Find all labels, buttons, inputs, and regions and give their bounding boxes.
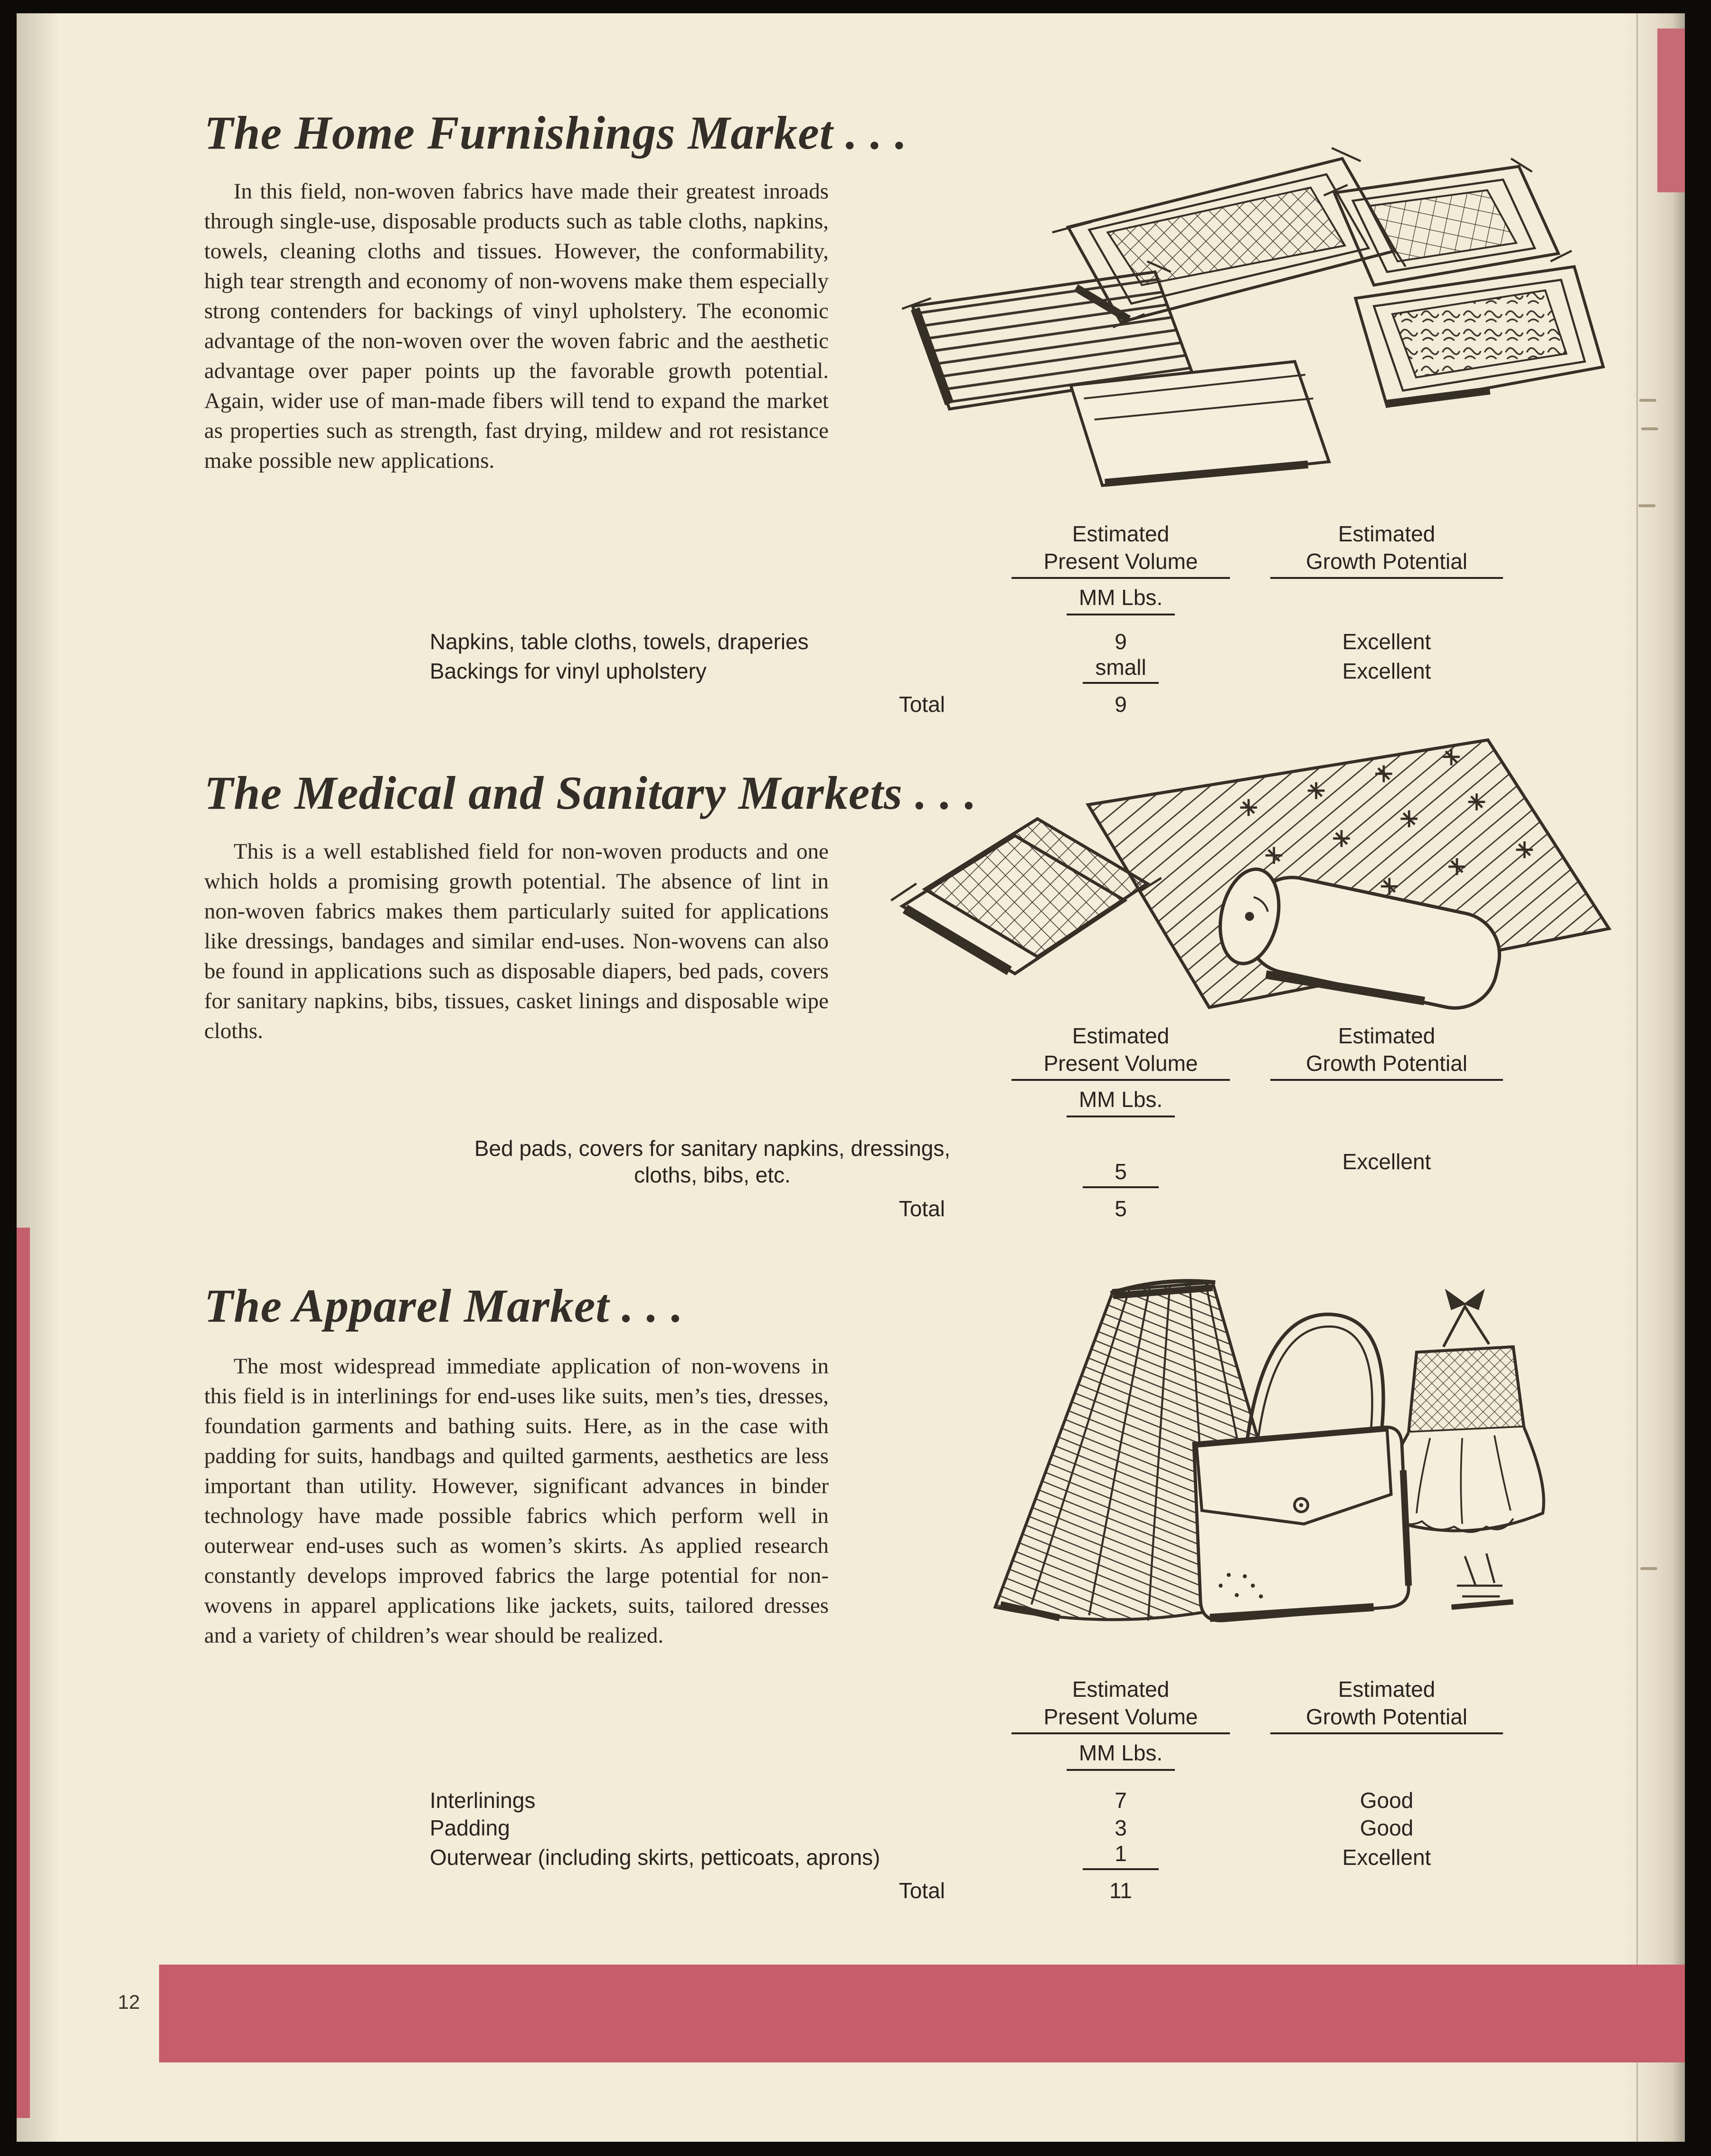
- row-volume: small: [1016, 654, 1225, 684]
- volume-column-header: [1011, 1675, 1230, 1771]
- total-volume: 9: [1115, 692, 1127, 717]
- table-linens-illustration: [869, 140, 1610, 522]
- header-growth-potential: Growth Potential: [1270, 548, 1503, 579]
- row-volume: 9: [1115, 629, 1127, 654]
- page-number: 12: [118, 1991, 140, 2013]
- row-label: Bed pads, covers for sanitary napkins, dressings, cloths, bibs, etc.: [474, 1136, 951, 1187]
- row-volume: 7: [1115, 1788, 1127, 1813]
- header-estimated: Estimated: [1338, 521, 1436, 546]
- binding-stitch-mark: [1638, 504, 1655, 507]
- section-title: The Home Furnishings Market . . .: [204, 106, 907, 159]
- binding-stitch-mark: [1640, 1567, 1657, 1570]
- section-title: The Medical and Sanitary Markets . . .: [204, 766, 977, 819]
- row-label: Backings for vinyl upholstery: [430, 659, 707, 683]
- gauze-and-roll-sketch: [891, 740, 1609, 1021]
- row-label: Napkins, table cloths, towels, draperies: [430, 629, 809, 654]
- page-edge-crease: [1636, 13, 1638, 2142]
- volume-column-header: [1011, 1022, 1230, 1117]
- header-mm-lbs: MM Lbs.: [1067, 584, 1175, 615]
- total-label: Total: [898, 1878, 945, 1903]
- section-title: The Apparel Market . . .: [204, 1279, 684, 1332]
- table-total-row: [408, 1194, 1558, 1221]
- table-row: [408, 627, 1558, 654]
- table-total-row: [408, 1876, 1558, 1903]
- binding-stitch-mark: [1639, 399, 1656, 402]
- header-mm-lbs: MM Lbs.: [1067, 1086, 1175, 1117]
- row-growth: Excellent: [1342, 1149, 1431, 1174]
- header-growth-potential: Growth Potential: [1270, 1703, 1503, 1734]
- header-estimated: Estimated: [1072, 1677, 1170, 1702]
- total-label: Total: [898, 1196, 945, 1221]
- skirt-handbag-dress-sketch: [995, 1281, 1544, 1621]
- binding-stitch-mark: [1641, 427, 1658, 430]
- total-volume: 5: [1115, 1196, 1127, 1221]
- total-label: Total: [898, 692, 945, 717]
- table-row: [408, 654, 1558, 684]
- row-growth: Good: [1360, 1788, 1414, 1813]
- row-growth: Excellent: [1342, 659, 1431, 683]
- row-growth: Good: [1360, 1816, 1414, 1840]
- row-label: Outerwear (including skirts, petticoats, aprons): [430, 1845, 880, 1870]
- total-volume: 11: [1109, 1878, 1132, 1903]
- footer-color-band: [159, 1965, 1685, 2062]
- table-rows: [408, 627, 1558, 717]
- header-present-volume: Present Volume: [1011, 548, 1230, 579]
- row-growth: Excellent: [1342, 629, 1431, 654]
- header-estimated: Estimated: [1072, 521, 1170, 546]
- apparel-illustration: [931, 1269, 1548, 1672]
- header-mm-lbs: MM Lbs.: [1067, 1739, 1175, 1771]
- section-body: The most widespread immediate application of non-wovens in this field is in interlinings for end-uses like suits, men’s ties, dresses, foundation garments and bathing suits. Here, as in the case with padding for suits, handbags and quilted garments, aesthetics are less important than utility. However, significant advances in binder technology have made possible fabrics which perform well in outerwear end-uses such as women’s skirts. As applied research constantly develops improved fabrics the large potential for non-wovens in apparel applications like jackets, suits, tailored dresses and a variety of children’s wear should be realized.: [204, 1354, 829, 1648]
- adjacent-page-pink-edge-top: [1657, 28, 1685, 192]
- row-label: Padding: [430, 1816, 510, 1840]
- growth-column-header: [1270, 520, 1503, 579]
- header-present-volume: Present Volume: [1011, 1050, 1230, 1081]
- section-body: This is a well established field for non-woven products and one which holds a promising growth potential. The absence of lint in non-woven fabrics makes them particularly suited for applications like dressings, bandages and similar end-uses. Non-wovens can also be found in applications such as disposable diapers, bed pads, covers for sanitary napkins, bibs, tissues, casket linings and disposable wipe cloths.: [204, 839, 829, 1043]
- row-growth: Excellent: [1342, 1845, 1431, 1870]
- row-label: Interlinings: [430, 1788, 536, 1813]
- table-rows: [408, 1786, 1558, 1903]
- table-rows: [408, 1135, 1558, 1221]
- header-estimated: Estimated: [1072, 1023, 1170, 1048]
- row-volume: 3: [1115, 1816, 1127, 1840]
- section-body: In this field, non-woven fabrics have made their greatest inroads through single-use, disposable products such as table cloths, napkins, towels, cleaning cloths and tissues. However, the conformability, high tear strength and economy of non-wovens make them especially strong contenders for backings of vinyl upholstery. The economic advantage of the non-woven over the woven fabric and the aesthetic advantage over paper points up the favorable growth potential. Again, wider use of man-made fibers will tend to expand the market as properties such as strength, fast drying, mildew and rot resistance make possible new applications.: [204, 179, 829, 473]
- row-volume: 5: [1016, 1159, 1225, 1188]
- table-row: [408, 1786, 1558, 1813]
- volume-column-header: [1011, 520, 1230, 615]
- placemats-sketch: [902, 148, 1603, 486]
- header-estimated: Estimated: [1338, 1677, 1436, 1702]
- table-row: [408, 1135, 1558, 1188]
- growth-column-header: [1270, 1675, 1503, 1734]
- growth-column-header: [1270, 1022, 1503, 1081]
- row-volume: 1: [1016, 1841, 1225, 1870]
- header-present-volume: Present Volume: [1011, 1703, 1230, 1734]
- header-estimated: Estimated: [1338, 1023, 1436, 1048]
- table-total-row: [408, 690, 1558, 717]
- table-row: [408, 1841, 1558, 1870]
- table-row: [408, 1813, 1558, 1841]
- page-right-edge-shading: [1623, 13, 1685, 2142]
- header-growth-potential: Growth Potential: [1270, 1050, 1503, 1081]
- adjacent-page-pink-edge-left: [17, 1228, 30, 2118]
